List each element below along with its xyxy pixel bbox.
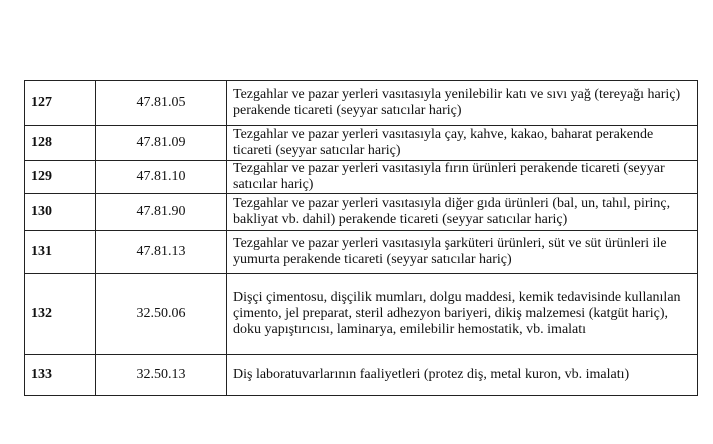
row-number: 131 — [25, 231, 96, 274]
row-number: 130 — [25, 194, 96, 231]
activity-description: Tezgahlar ve pazar yerleri vasıtasıyla fırın ürünleri perakende ticareti (seyyar satıcılar hariç) — [233, 161, 665, 192]
row-number: 129 — [25, 161, 96, 194]
activity-code: 47.81.09 — [96, 126, 227, 161]
activity-description: Tezgahlar ve pazar yerleri vasıtasıyla çay, kahve, kakao, baharat perakende ticareti (seyyar satıcılar hariç) — [233, 127, 654, 158]
activity-code: 32.50.06 — [96, 274, 227, 355]
table-row — [25, 126, 698, 161]
table-row — [25, 161, 698, 194]
activity-code: 47.81.13 — [96, 231, 227, 274]
activity-code: 47.81.10 — [96, 161, 227, 194]
row-number: 128 — [25, 126, 96, 161]
activity-code-table — [24, 80, 698, 396]
activity-code: 32.50.13 — [96, 355, 227, 396]
row-number: 132 — [25, 274, 96, 355]
activity-description: Dişçi çimentosu, dişçilik mumları, dolgu maddesi, kemik tedavisinde kullanılan çimento, jel preparat, steril adhezyon bariyeri, dikiş malzemesi (katgüt hariç), doku yapıştırıcısı, laminarya, emilebilir hemostatik, vb. imalatı — [233, 290, 681, 337]
row-number: 133 — [25, 355, 96, 396]
table-row — [25, 231, 698, 274]
table-row — [25, 194, 698, 231]
activity-description: Diş laboratuvarlarının faaliyetleri (protez diş, metal kuron, vb. imalatı) — [233, 367, 630, 382]
activity-description: Tezgahlar ve pazar yerleri vasıtasıyla şarküteri ürünleri, süt ve süt ürünleri ile yumurta perakende ticareti (seyyar satıcılar hariç) — [233, 236, 667, 267]
activity-description: Tezgahlar ve pazar yerleri vasıtasıyla diğer gıda ürünleri (bal, un, tahıl, pirinç, bakliyat vb. dahil) perakende ticareti (seyyar satıcılar hariç) — [233, 196, 671, 227]
activity-code: 47.81.90 — [96, 194, 227, 231]
table-row — [25, 81, 698, 126]
table-row — [25, 274, 698, 355]
table-row — [25, 355, 698, 396]
row-number: 127 — [25, 81, 96, 126]
activity-description: Tezgahlar ve pazar yerleri vasıtasıyla yenilebilir katı ve sıvı yağ (tereyağı hariç) perakende ticareti (seyyar satıcılar hariç) — [233, 87, 681, 118]
activity-code: 47.81.05 — [96, 81, 227, 126]
